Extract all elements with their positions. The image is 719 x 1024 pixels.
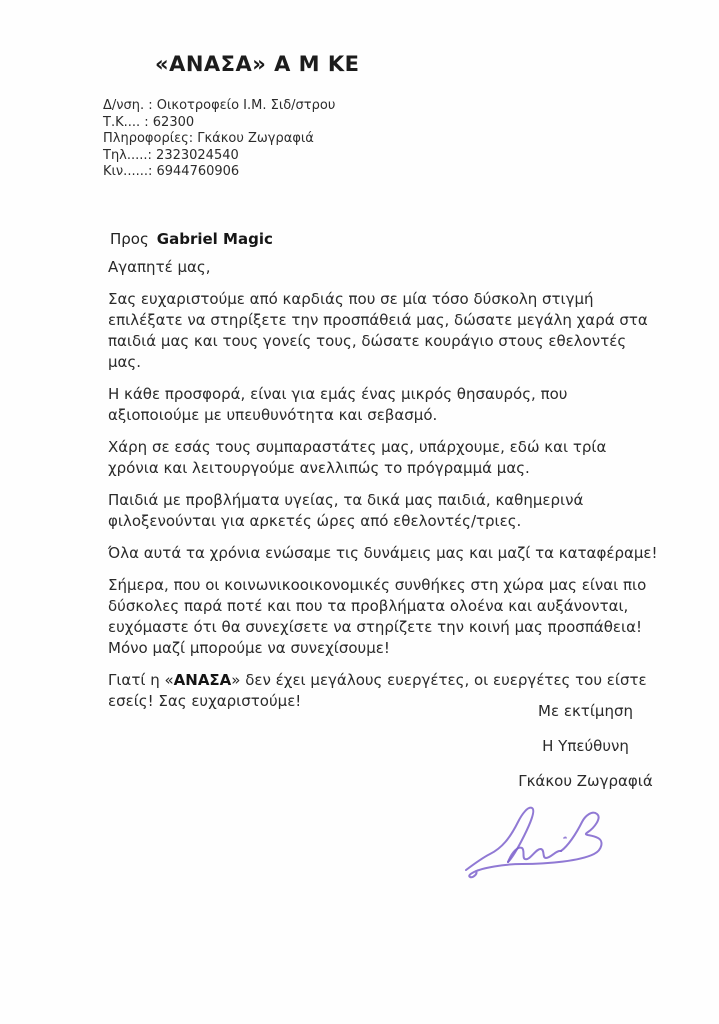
closing-regards: Με εκτίμηση — [538, 702, 633, 720]
org-name-inline: ΑΝΑΣΑ — [173, 671, 232, 689]
contact-line-postal-code: Τ.Κ.... : 62300 — [103, 114, 195, 130]
body-paragraph-4: Παιδιά με προβλήματα υγείας, τα δικά μας παιδιά, καθημερινά φιλοξενούνται για αρκετές ώρες από εθελοντές/τριες. — [108, 491, 584, 530]
body-paragraph-5: Όλα αυτά τα χρόνια ενώσαμε τις δυνάμεις μας και μαζί τα καταφέραμε! — [108, 544, 658, 562]
greeting: Αγαπητέ μας, — [108, 258, 211, 276]
closing-role: Η Υπεύθυνη — [542, 737, 629, 755]
body-paragraph-1: Σας ευχαριστούμε από καρδιάς που σε μία τόσο δύσκολη στιγμή επιλέξατε να στηρίξετε την προσπάθειά μας, δώσατε μεγάλη χαρά στα παιδιά μας και τους γονείς τους, δώσατε κουράγιο στους εθελοντές μας. — [108, 290, 648, 371]
closing-block — [498, 701, 673, 806]
body-paragraph-3: Χάρη σε εσάς τους συμπαραστάτες μας, υπάρχουμε, εδώ και τρία χρόνια και λειτουργούμε ανελλιπώς το πρόγραμμά μας. — [108, 438, 607, 477]
final-paragraph-prefix: Γιατί η « — [108, 671, 174, 689]
closing-signatory-name: Γκάκου Ζωγραφιά — [518, 772, 653, 790]
final-paragraph-suffix: » δεν έχει μεγάλους ευεργέτες, οι ευεργέτες του είστε εσείς! Σας ευχαριστούμε! — [108, 671, 647, 710]
body-paragraph-2: Η κάθε προσφορά, είναι για εμάς ένας μικρός θησαυρός, που αξιοποιούμε με υπευθυνότητα και σεβασμό. — [108, 385, 568, 424]
contact-line-mobile: Κιν......: 6944760906 — [103, 164, 240, 179]
contact-line-telephone: Τηλ.....: 2323024540 — [103, 147, 239, 163]
body-paragraph-7: Μόνο μαζί μπορούμε να συνεχίσουμε! — [108, 639, 390, 657]
recipient-label: Προς — [110, 230, 149, 248]
contact-info — [103, 98, 335, 181]
recipient-name: Gabriel Magic — [156, 230, 273, 248]
org-title: «ΑΝΑΣΑ» Α Μ ΚΕ — [155, 52, 360, 76]
recipient-line — [110, 230, 273, 248]
handwritten-signature — [452, 798, 627, 888]
body-paragraph-6: Σήμερα, που οι κοινωνικοοικονομικές συνθήκες στη χώρα μας είναι πιο δύσκολες παρά ποτέ και που τα προβλήματα ολοένα και αυξάνονται, ευχόμαστε ότι θα συνεχίσετε να στηρίζετε την κοινή μας προσπάθεια! — [108, 576, 647, 636]
letter-body — [108, 257, 660, 723]
contact-line-address: Δ/νση. : Οικοτροφείο Ι.Μ. Σιδ/στρου — [103, 98, 336, 113]
signature-svg — [452, 798, 627, 888]
contact-line-information: Πληροφορίες: Γκάκου Ζωγραφιά — [103, 131, 314, 146]
